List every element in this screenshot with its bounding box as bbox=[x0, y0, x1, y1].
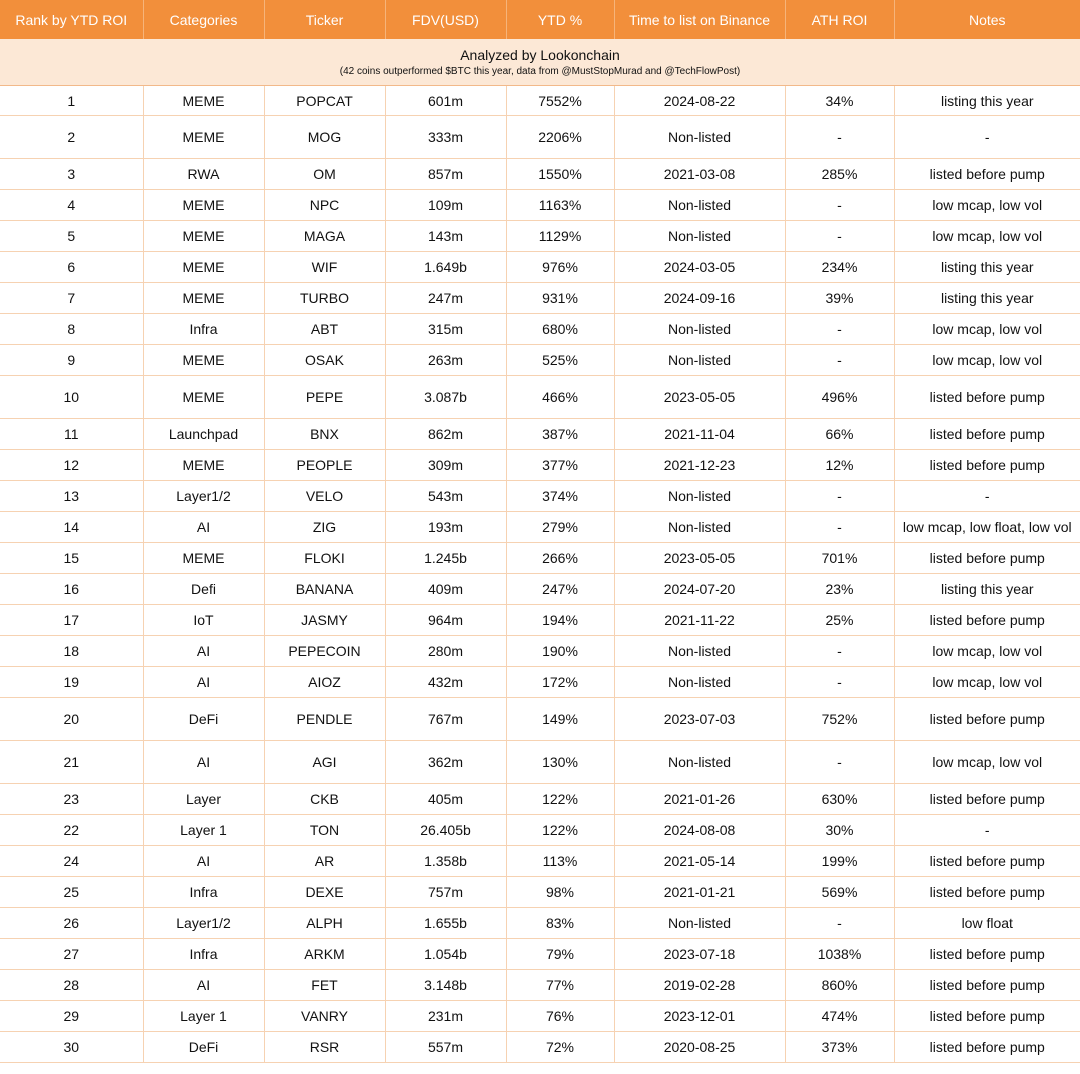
cell-category: AI bbox=[143, 970, 264, 1001]
cell-ath-roi: - bbox=[785, 221, 894, 252]
table-row bbox=[0, 908, 1080, 939]
cell-ticker: VELO bbox=[264, 481, 385, 512]
cell-rank: 6 bbox=[0, 252, 143, 283]
cell-ytd: 77% bbox=[506, 970, 614, 1001]
cell-ath-roi: 1038% bbox=[785, 939, 894, 970]
cell-fdv: 557m bbox=[385, 1032, 506, 1063]
cell-ticker: CKB bbox=[264, 784, 385, 815]
cell-ath-roi: 23% bbox=[785, 574, 894, 605]
cell-category: IoT bbox=[143, 605, 264, 636]
table-row bbox=[0, 252, 1080, 283]
cell-fdv: 3.087b bbox=[385, 376, 506, 419]
cell-fdv: 109m bbox=[385, 190, 506, 221]
cell-category: AI bbox=[143, 636, 264, 667]
cell-ath-roi: 34% bbox=[785, 86, 894, 116]
cell-notes: low float bbox=[894, 908, 1080, 939]
cell-ath-roi: 234% bbox=[785, 252, 894, 283]
cell-category: AI bbox=[143, 741, 264, 784]
cell-ath-roi: 752% bbox=[785, 698, 894, 741]
banner-cell bbox=[0, 39, 1080, 86]
cell-rank: 17 bbox=[0, 605, 143, 636]
cell-ath-roi: 39% bbox=[785, 283, 894, 314]
cell-ath-roi: 496% bbox=[785, 376, 894, 419]
table-row bbox=[0, 221, 1080, 252]
table-row bbox=[0, 376, 1080, 419]
cell-notes: low mcap, low vol bbox=[894, 636, 1080, 667]
cell-notes: listed before pump bbox=[894, 877, 1080, 908]
banner-title: Analyzed by Lookonchain bbox=[460, 47, 620, 63]
cell-notes: - bbox=[894, 116, 1080, 159]
table-row bbox=[0, 190, 1080, 221]
cell-ticker: RSR bbox=[264, 1032, 385, 1063]
cell-notes: low mcap, low vol bbox=[894, 221, 1080, 252]
cell-rank: 7 bbox=[0, 283, 143, 314]
cell-ticker: ZIG bbox=[264, 512, 385, 543]
cell-fdv: 26.405b bbox=[385, 815, 506, 846]
cell-ath-roi: - bbox=[785, 481, 894, 512]
cell-ytd: 387% bbox=[506, 419, 614, 450]
cell-notes: low mcap, low vol bbox=[894, 741, 1080, 784]
cell-fdv: 309m bbox=[385, 450, 506, 481]
cell-notes: listed before pump bbox=[894, 939, 1080, 970]
cell-ticker: FLOKI bbox=[264, 543, 385, 574]
table-row bbox=[0, 698, 1080, 741]
cell-notes: - bbox=[894, 481, 1080, 512]
cell-ticker: TURBO bbox=[264, 283, 385, 314]
cell-rank: 4 bbox=[0, 190, 143, 221]
cell-notes: listed before pump bbox=[894, 419, 1080, 450]
cell-fdv: 857m bbox=[385, 159, 506, 190]
cell-listing-time: Non-listed bbox=[614, 190, 785, 221]
cell-notes: listed before pump bbox=[894, 450, 1080, 481]
cell-ath-roi: 30% bbox=[785, 815, 894, 846]
cell-ath-roi: - bbox=[785, 908, 894, 939]
table-row bbox=[0, 636, 1080, 667]
cell-listing-time: Non-listed bbox=[614, 667, 785, 698]
cell-listing-time: 2023-07-03 bbox=[614, 698, 785, 741]
cell-listing-time: Non-listed bbox=[614, 481, 785, 512]
table-row bbox=[0, 846, 1080, 877]
cell-fdv: 1.649b bbox=[385, 252, 506, 283]
cell-ytd: 1163% bbox=[506, 190, 614, 221]
column-header-listing-time: Time to list on Binance bbox=[614, 0, 785, 39]
cell-category: MEME bbox=[143, 116, 264, 159]
cell-ytd: 76% bbox=[506, 1001, 614, 1032]
cell-listing-time: 2021-11-04 bbox=[614, 419, 785, 450]
cell-ath-roi: 860% bbox=[785, 970, 894, 1001]
table-row bbox=[0, 314, 1080, 345]
cell-listing-time: 2023-05-05 bbox=[614, 543, 785, 574]
cell-fdv: 757m bbox=[385, 877, 506, 908]
cell-ticker: PEOPLE bbox=[264, 450, 385, 481]
cell-rank: 20 bbox=[0, 698, 143, 741]
cell-ytd: 266% bbox=[506, 543, 614, 574]
cell-listing-time: Non-listed bbox=[614, 741, 785, 784]
cell-notes: low mcap, low float, low vol bbox=[894, 512, 1080, 543]
cell-notes: listed before pump bbox=[894, 1032, 1080, 1063]
cell-ytd: 247% bbox=[506, 574, 614, 605]
cell-rank: 18 bbox=[0, 636, 143, 667]
cell-category: MEME bbox=[143, 345, 264, 376]
cell-rank: 29 bbox=[0, 1001, 143, 1032]
cell-ytd: 279% bbox=[506, 512, 614, 543]
cell-listing-time: Non-listed bbox=[614, 345, 785, 376]
cell-ytd: 113% bbox=[506, 846, 614, 877]
cell-fdv: 543m bbox=[385, 481, 506, 512]
cell-notes: listing this year bbox=[894, 574, 1080, 605]
cell-fdv: 362m bbox=[385, 741, 506, 784]
cell-notes: listing this year bbox=[894, 86, 1080, 116]
cell-rank: 24 bbox=[0, 846, 143, 877]
cell-category: Launchpad bbox=[143, 419, 264, 450]
cell-ath-roi: 630% bbox=[785, 784, 894, 815]
cell-ticker: ALPH bbox=[264, 908, 385, 939]
cell-fdv: 1.054b bbox=[385, 939, 506, 970]
cell-rank: 13 bbox=[0, 481, 143, 512]
table-row bbox=[0, 970, 1080, 1001]
cell-ticker: BNX bbox=[264, 419, 385, 450]
cell-notes: listed before pump bbox=[894, 159, 1080, 190]
cell-ath-roi: - bbox=[785, 116, 894, 159]
cell-fdv: 409m bbox=[385, 574, 506, 605]
cell-ath-roi: - bbox=[785, 667, 894, 698]
cell-fdv: 1.358b bbox=[385, 846, 506, 877]
table-row bbox=[0, 939, 1080, 970]
cell-ath-roi: 569% bbox=[785, 877, 894, 908]
cell-ticker: MAGA bbox=[264, 221, 385, 252]
cell-listing-time: 2021-05-14 bbox=[614, 846, 785, 877]
cell-fdv: 231m bbox=[385, 1001, 506, 1032]
column-header-ath-roi: ATH ROI bbox=[785, 0, 894, 39]
cell-ytd: 194% bbox=[506, 605, 614, 636]
cell-ticker: PENDLE bbox=[264, 698, 385, 741]
cell-category: Layer1/2 bbox=[143, 481, 264, 512]
cell-notes: low mcap, low vol bbox=[894, 314, 1080, 345]
cell-fdv: 193m bbox=[385, 512, 506, 543]
cell-rank: 14 bbox=[0, 512, 143, 543]
cell-rank: 5 bbox=[0, 221, 143, 252]
cell-listing-time: 2024-09-16 bbox=[614, 283, 785, 314]
cell-notes: listed before pump bbox=[894, 784, 1080, 815]
cell-listing-time: 2019-02-28 bbox=[614, 970, 785, 1001]
column-header-categories: Categories bbox=[143, 0, 264, 39]
cell-fdv: 405m bbox=[385, 784, 506, 815]
cell-notes: listing this year bbox=[894, 252, 1080, 283]
cell-notes: listed before pump bbox=[894, 698, 1080, 741]
cell-ytd: 931% bbox=[506, 283, 614, 314]
cell-ytd: 377% bbox=[506, 450, 614, 481]
cell-ath-roi: - bbox=[785, 741, 894, 784]
cell-category: AI bbox=[143, 846, 264, 877]
table-row bbox=[0, 159, 1080, 190]
cell-fdv: 143m bbox=[385, 221, 506, 252]
cell-listing-time: 2021-01-26 bbox=[614, 784, 785, 815]
cell-ytd: 2206% bbox=[506, 116, 614, 159]
cell-ticker: VANRY bbox=[264, 1001, 385, 1032]
cell-ytd: 680% bbox=[506, 314, 614, 345]
cell-ath-roi: 474% bbox=[785, 1001, 894, 1032]
cell-ticker: PEPE bbox=[264, 376, 385, 419]
cell-ticker: POPCAT bbox=[264, 86, 385, 116]
cell-notes: low mcap, low vol bbox=[894, 345, 1080, 376]
cell-notes: listed before pump bbox=[894, 846, 1080, 877]
cell-notes: listed before pump bbox=[894, 376, 1080, 419]
cell-ath-roi: 285% bbox=[785, 159, 894, 190]
cell-rank: 12 bbox=[0, 450, 143, 481]
cell-ytd: 466% bbox=[506, 376, 614, 419]
cell-ytd: 374% bbox=[506, 481, 614, 512]
cell-category: MEME bbox=[143, 252, 264, 283]
cell-fdv: 1.245b bbox=[385, 543, 506, 574]
cell-ticker: BANANA bbox=[264, 574, 385, 605]
cell-ticker: PEPECOIN bbox=[264, 636, 385, 667]
cell-ytd: 130% bbox=[506, 741, 614, 784]
table-row bbox=[0, 741, 1080, 784]
cell-rank: 10 bbox=[0, 376, 143, 419]
cell-listing-time: 2021-11-22 bbox=[614, 605, 785, 636]
cell-rank: 22 bbox=[0, 815, 143, 846]
table-row bbox=[0, 543, 1080, 574]
cell-ticker: ARKM bbox=[264, 939, 385, 970]
table-row bbox=[0, 784, 1080, 815]
cell-ytd: 525% bbox=[506, 345, 614, 376]
cell-category: MEME bbox=[143, 543, 264, 574]
cell-fdv: 964m bbox=[385, 605, 506, 636]
cell-rank: 1 bbox=[0, 86, 143, 116]
cell-ticker: ABT bbox=[264, 314, 385, 345]
cell-ticker: AGI bbox=[264, 741, 385, 784]
cell-rank: 11 bbox=[0, 419, 143, 450]
cell-ticker: OSAK bbox=[264, 345, 385, 376]
cell-category: MEME bbox=[143, 283, 264, 314]
cell-listing-time: 2020-08-25 bbox=[614, 1032, 785, 1063]
cell-category: MEME bbox=[143, 376, 264, 419]
table-row bbox=[0, 877, 1080, 908]
cell-category: AI bbox=[143, 512, 264, 543]
cell-rank: 21 bbox=[0, 741, 143, 784]
cell-category: MEME bbox=[143, 450, 264, 481]
cell-category: Layer 1 bbox=[143, 815, 264, 846]
cell-ath-roi: 12% bbox=[785, 450, 894, 481]
cell-rank: 26 bbox=[0, 908, 143, 939]
cell-rank: 19 bbox=[0, 667, 143, 698]
cell-ath-roi: 373% bbox=[785, 1032, 894, 1063]
cell-ticker: DEXE bbox=[264, 877, 385, 908]
cell-fdv: 432m bbox=[385, 667, 506, 698]
cell-listing-time: 2021-12-23 bbox=[614, 450, 785, 481]
cell-listing-time: 2021-03-08 bbox=[614, 159, 785, 190]
cell-listing-time: Non-listed bbox=[614, 116, 785, 159]
cell-ticker: NPC bbox=[264, 190, 385, 221]
table-row bbox=[0, 283, 1080, 314]
cell-category: Infra bbox=[143, 877, 264, 908]
cell-ytd: 172% bbox=[506, 667, 614, 698]
cell-fdv: 280m bbox=[385, 636, 506, 667]
cell-fdv: 601m bbox=[385, 86, 506, 116]
cell-ytd: 7552% bbox=[506, 86, 614, 116]
cell-ath-roi: - bbox=[785, 636, 894, 667]
cell-listing-time: 2024-03-05 bbox=[614, 252, 785, 283]
table-row bbox=[0, 116, 1080, 159]
cell-notes: listed before pump bbox=[894, 1001, 1080, 1032]
cell-ytd: 79% bbox=[506, 939, 614, 970]
cell-fdv: 862m bbox=[385, 419, 506, 450]
cell-category: RWA bbox=[143, 159, 264, 190]
cell-rank: 25 bbox=[0, 877, 143, 908]
column-header-rank: Rank by YTD ROI bbox=[0, 0, 143, 39]
cell-ticker: FET bbox=[264, 970, 385, 1001]
cell-ytd: 83% bbox=[506, 908, 614, 939]
cell-category: Infra bbox=[143, 314, 264, 345]
cell-category: Layer bbox=[143, 784, 264, 815]
cell-notes: listed before pump bbox=[894, 605, 1080, 636]
table-row bbox=[0, 667, 1080, 698]
cell-rank: 30 bbox=[0, 1032, 143, 1063]
table-row bbox=[0, 815, 1080, 846]
cell-ytd: 1129% bbox=[506, 221, 614, 252]
cell-ytd: 1550% bbox=[506, 159, 614, 190]
cell-listing-time: 2021-01-21 bbox=[614, 877, 785, 908]
table-row bbox=[0, 574, 1080, 605]
cell-ytd: 149% bbox=[506, 698, 614, 741]
cell-ytd: 98% bbox=[506, 877, 614, 908]
cell-category: DeFi bbox=[143, 1032, 264, 1063]
cell-rank: 16 bbox=[0, 574, 143, 605]
cell-listing-time: Non-listed bbox=[614, 908, 785, 939]
table-row bbox=[0, 605, 1080, 636]
cell-notes: listed before pump bbox=[894, 970, 1080, 1001]
cell-ytd: 190% bbox=[506, 636, 614, 667]
cell-rank: 27 bbox=[0, 939, 143, 970]
cell-ticker: AR bbox=[264, 846, 385, 877]
cell-ath-roi: - bbox=[785, 512, 894, 543]
cell-category: MEME bbox=[143, 190, 264, 221]
cell-ticker: MOG bbox=[264, 116, 385, 159]
cell-fdv: 315m bbox=[385, 314, 506, 345]
cell-ath-roi: 25% bbox=[785, 605, 894, 636]
table-row bbox=[0, 481, 1080, 512]
cell-ticker: OM bbox=[264, 159, 385, 190]
cell-fdv: 767m bbox=[385, 698, 506, 741]
cell-notes: low mcap, low vol bbox=[894, 667, 1080, 698]
cell-rank: 3 bbox=[0, 159, 143, 190]
cell-listing-time: Non-listed bbox=[614, 512, 785, 543]
cell-ath-roi: 199% bbox=[785, 846, 894, 877]
cell-rank: 15 bbox=[0, 543, 143, 574]
cell-fdv: 1.655b bbox=[385, 908, 506, 939]
cell-category: MEME bbox=[143, 86, 264, 116]
cell-ath-roi: - bbox=[785, 314, 894, 345]
cell-fdv: 3.148b bbox=[385, 970, 506, 1001]
cell-ath-roi: - bbox=[785, 190, 894, 221]
cell-notes: listing this year bbox=[894, 283, 1080, 314]
cell-listing-time: 2023-07-18 bbox=[614, 939, 785, 970]
cell-notes: low mcap, low vol bbox=[894, 190, 1080, 221]
header-row bbox=[0, 0, 1080, 39]
cell-notes: - bbox=[894, 815, 1080, 846]
cell-ytd: 122% bbox=[506, 815, 614, 846]
cell-ytd: 976% bbox=[506, 252, 614, 283]
table-row bbox=[0, 86, 1080, 116]
cell-category: Layer1/2 bbox=[143, 908, 264, 939]
table-row bbox=[0, 419, 1080, 450]
table-row bbox=[0, 1001, 1080, 1032]
cell-listing-time: 2024-08-22 bbox=[614, 86, 785, 116]
cell-ytd: 122% bbox=[506, 784, 614, 815]
column-header-fdv: FDV(USD) bbox=[385, 0, 506, 39]
cell-category: MEME bbox=[143, 221, 264, 252]
cell-ticker: WIF bbox=[264, 252, 385, 283]
cell-ticker: AIOZ bbox=[264, 667, 385, 698]
cell-listing-time: Non-listed bbox=[614, 636, 785, 667]
cell-listing-time: 2024-07-20 bbox=[614, 574, 785, 605]
cell-category: DeFi bbox=[143, 698, 264, 741]
cell-ytd: 72% bbox=[506, 1032, 614, 1063]
cell-rank: 28 bbox=[0, 970, 143, 1001]
cell-listing-time: 2023-12-01 bbox=[614, 1001, 785, 1032]
cell-rank: 9 bbox=[0, 345, 143, 376]
column-header-ticker: Ticker bbox=[264, 0, 385, 39]
cell-notes: listed before pump bbox=[894, 543, 1080, 574]
table-row bbox=[0, 450, 1080, 481]
cell-fdv: 247m bbox=[385, 283, 506, 314]
cell-category: Infra bbox=[143, 939, 264, 970]
column-header-ytd: YTD % bbox=[506, 0, 614, 39]
cell-ath-roi: - bbox=[785, 345, 894, 376]
cell-category: AI bbox=[143, 667, 264, 698]
cell-ticker: JASMY bbox=[264, 605, 385, 636]
banner-subtitle: (42 coins outperformed $BTC this year, data from @MustStopMurad and @TechFlowPost) bbox=[339, 66, 741, 77]
table-row bbox=[0, 345, 1080, 376]
cell-ath-roi: 701% bbox=[785, 543, 894, 574]
cell-rank: 23 bbox=[0, 784, 143, 815]
banner-row bbox=[0, 39, 1080, 86]
cell-listing-time: Non-listed bbox=[614, 221, 785, 252]
cell-category: Defi bbox=[143, 574, 264, 605]
table-row bbox=[0, 1032, 1080, 1063]
cell-listing-time: Non-listed bbox=[614, 314, 785, 345]
cell-fdv: 263m bbox=[385, 345, 506, 376]
column-header-notes: Notes bbox=[894, 0, 1080, 39]
cell-ath-roi: 66% bbox=[785, 419, 894, 450]
cell-category: Layer 1 bbox=[143, 1001, 264, 1032]
cell-fdv: 333m bbox=[385, 116, 506, 159]
cell-listing-time: 2023-05-05 bbox=[614, 376, 785, 419]
table-row bbox=[0, 512, 1080, 543]
cell-ticker: TON bbox=[264, 815, 385, 846]
cell-rank: 8 bbox=[0, 314, 143, 345]
cell-rank: 2 bbox=[0, 116, 143, 159]
cell-listing-time: 2024-08-08 bbox=[614, 815, 785, 846]
